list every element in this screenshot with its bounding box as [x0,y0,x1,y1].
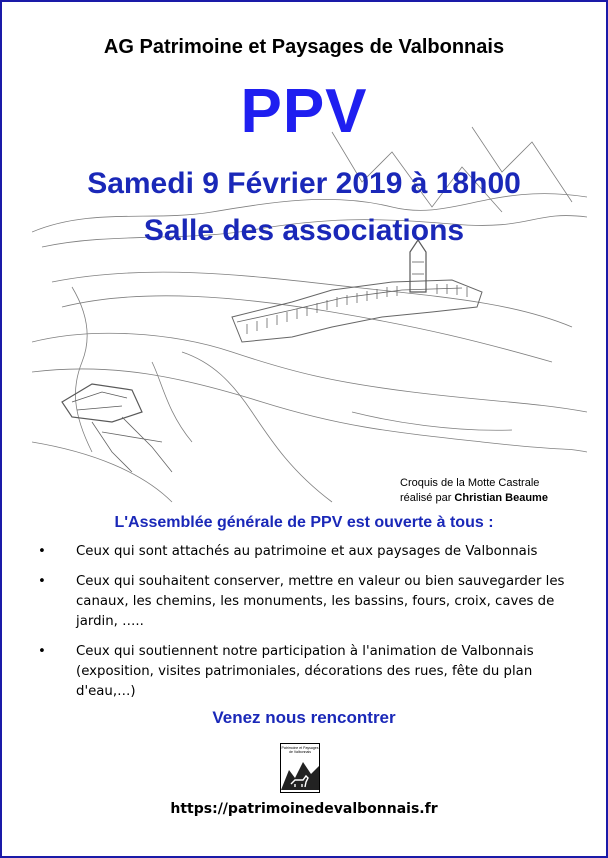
bullet-icon: • [38,544,46,559]
mountain-goat-icon [281,754,319,790]
association-logo [280,743,320,793]
list-item-text: Ceux qui souhaitent conserver, mettre en valeur ou bien sauvegarder les canaux, les chemins, les monuments, les bassins, fours, croix, caves de jardin, ….. [76,574,565,629]
bullet-icon: • [38,644,46,659]
bullet-icon: • [38,574,46,589]
website-link[interactable]: https://patrimoinedevalbonnais.fr [170,801,438,817]
list-item [38,542,578,562]
caption-line-2 [400,491,548,506]
event-date: Samedi 9 Février 2019 à 18h00 [87,167,521,200]
caption-prefix: réalisé par [400,492,452,504]
sketch-caption [400,476,548,506]
list-item-text: Ceux qui soutiennent notre participation à l'animation de Valbonnais (exposition, visites patrimoniales, décorations des rues, fête du plan d'eau,…) [76,644,534,699]
page-title: AG Patrimoine et Paysages de Valbonnais [103,36,505,58]
audience-list [38,542,578,712]
event-venue: Salle des associations [143,214,465,247]
list-item [38,642,578,702]
caption-author: Christian Beaume [454,492,548,504]
acronym-heading: PPV [240,77,368,146]
intro-heading: L'Assemblée générale de PPV est ouverte à tous : [114,514,494,531]
call-to-action: Venez nous rencontrer [212,708,396,727]
caption-line-1: Croquis de la Motte Castrale [400,477,540,489]
list-item [38,572,578,632]
logo-text: Patrimoine et Paysages de Valbonnais [281,746,319,754]
list-item-text: Ceux qui sont attachés au patrimoine et aux paysages de Valbonnais [76,544,538,559]
